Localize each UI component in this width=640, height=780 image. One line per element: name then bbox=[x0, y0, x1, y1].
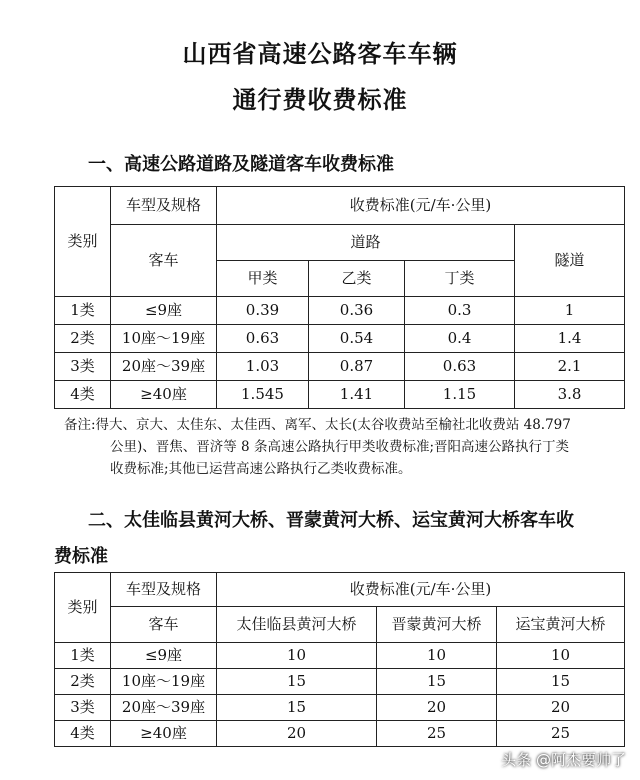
row-spec: 20座～39座 bbox=[111, 695, 217, 721]
row-spec: ≥40座 bbox=[111, 381, 217, 409]
row-class-b: 0.87 bbox=[309, 353, 405, 381]
header-road: 道路 bbox=[217, 225, 515, 261]
row-class-b: 0.54 bbox=[309, 325, 405, 353]
row-bridge3-fee: 10 bbox=[497, 643, 625, 669]
section2-heading-line2: 费标准 bbox=[54, 546, 108, 567]
note-line: 公里)、晋焦、晋济等 8 条高速公路执行甲类收费标准;晋阳高速公路执行丁类 bbox=[110, 439, 569, 455]
road-tunnel-fee-table bbox=[54, 186, 625, 409]
row-spec: ≤9座 bbox=[111, 297, 217, 325]
row-spec: 20座～39座 bbox=[111, 353, 217, 381]
header-bridge-jinmeng: 晋蒙黄河大桥 bbox=[377, 607, 497, 643]
row-class-a: 1.03 bbox=[217, 353, 309, 381]
row-class-b: 0.36 bbox=[309, 297, 405, 325]
row-category: 2类 bbox=[55, 325, 111, 353]
note-line: 备注:得大、京大、太佳东、太佳西、离军、太长(太谷收费站至榆社北收费站 48.797 bbox=[64, 417, 571, 433]
row-category: 1类 bbox=[55, 297, 111, 325]
row-tunnel: 1.4 bbox=[515, 325, 625, 353]
row-category: 4类 bbox=[55, 381, 111, 409]
note-line: 收费标准;其他已运营高速公路执行乙类收费标准。 bbox=[110, 461, 412, 477]
row-class-b: 1.41 bbox=[309, 381, 405, 409]
section2-heading-line1: 二、太佳临县黄河大桥、晋蒙黄河大桥、运宝黄河大桥客车收 bbox=[88, 510, 574, 531]
row-spec: 10座～19座 bbox=[111, 325, 217, 353]
table-row bbox=[55, 695, 625, 721]
header-category: 类别 bbox=[55, 187, 111, 297]
row-bridge3-fee: 20 bbox=[497, 695, 625, 721]
section1-heading: 一、高速公路道路及隧道客车收费标准 bbox=[88, 154, 394, 175]
row-category: 2类 bbox=[55, 669, 111, 695]
table-row bbox=[55, 297, 625, 325]
row-class-a: 0.63 bbox=[217, 325, 309, 353]
row-spec: 10座～19座 bbox=[111, 669, 217, 695]
row-bridge1-fee: 15 bbox=[217, 669, 377, 695]
row-class-d: 1.15 bbox=[405, 381, 515, 409]
row-bridge2-fee: 25 bbox=[377, 721, 497, 747]
header-fee-standard: 收费标准(元/车·公里) bbox=[217, 187, 625, 225]
row-spec: ≤9座 bbox=[111, 643, 217, 669]
row-category: 1类 bbox=[55, 643, 111, 669]
row-tunnel: 1 bbox=[515, 297, 625, 325]
table-row bbox=[55, 325, 625, 353]
document-title-line2: 通行费收费标准 bbox=[232, 86, 408, 114]
header-class-d: 丁类 bbox=[405, 261, 515, 297]
table-row bbox=[55, 353, 625, 381]
header-class-a: 甲类 bbox=[217, 261, 309, 297]
row-class-d: 0.3 bbox=[405, 297, 515, 325]
table-row bbox=[55, 721, 625, 747]
row-class-a: 1.545 bbox=[217, 381, 309, 409]
row-bridge1-fee: 15 bbox=[217, 695, 377, 721]
bridge-fee-table bbox=[54, 572, 625, 747]
row-category: 4类 bbox=[55, 721, 111, 747]
row-spec: ≥40座 bbox=[111, 721, 217, 747]
row-bridge2-fee: 20 bbox=[377, 695, 497, 721]
header-vehicle-spec: 车型及规格 bbox=[111, 573, 217, 607]
header-class-b: 乙类 bbox=[309, 261, 405, 297]
row-class-a: 0.39 bbox=[217, 297, 309, 325]
header-passenger-car: 客车 bbox=[111, 225, 217, 297]
row-category: 3类 bbox=[55, 695, 111, 721]
table-row bbox=[55, 669, 625, 695]
header-category: 类别 bbox=[55, 573, 111, 643]
table-row bbox=[55, 381, 625, 409]
row-category: 3类 bbox=[55, 353, 111, 381]
header-fee-standard: 收费标准(元/车·公里) bbox=[217, 573, 625, 607]
fee-note bbox=[64, 414, 624, 480]
row-bridge2-fee: 10 bbox=[377, 643, 497, 669]
table-row bbox=[55, 643, 625, 669]
row-bridge1-fee: 10 bbox=[217, 643, 377, 669]
row-class-d: 0.63 bbox=[405, 353, 515, 381]
row-bridge3-fee: 25 bbox=[497, 721, 625, 747]
header-tunnel: 隧道 bbox=[515, 225, 625, 297]
row-bridge1-fee: 20 bbox=[217, 721, 377, 747]
document-title-line1: 山西省高速公路客车车辆 bbox=[182, 40, 458, 68]
header-bridge-taijia-linxian: 太佳临县黄河大桥 bbox=[217, 607, 377, 643]
watermark: 头条 @阿杰要帅了 bbox=[501, 751, 626, 769]
row-tunnel: 2.1 bbox=[515, 353, 625, 381]
header-vehicle-spec: 车型及规格 bbox=[111, 187, 217, 225]
row-class-d: 0.4 bbox=[405, 325, 515, 353]
row-bridge2-fee: 15 bbox=[377, 669, 497, 695]
row-bridge3-fee: 15 bbox=[497, 669, 625, 695]
header-bridge-yunbao: 运宝黄河大桥 bbox=[497, 607, 625, 643]
header-passenger-car: 客车 bbox=[111, 607, 217, 643]
row-tunnel: 3.8 bbox=[515, 381, 625, 409]
